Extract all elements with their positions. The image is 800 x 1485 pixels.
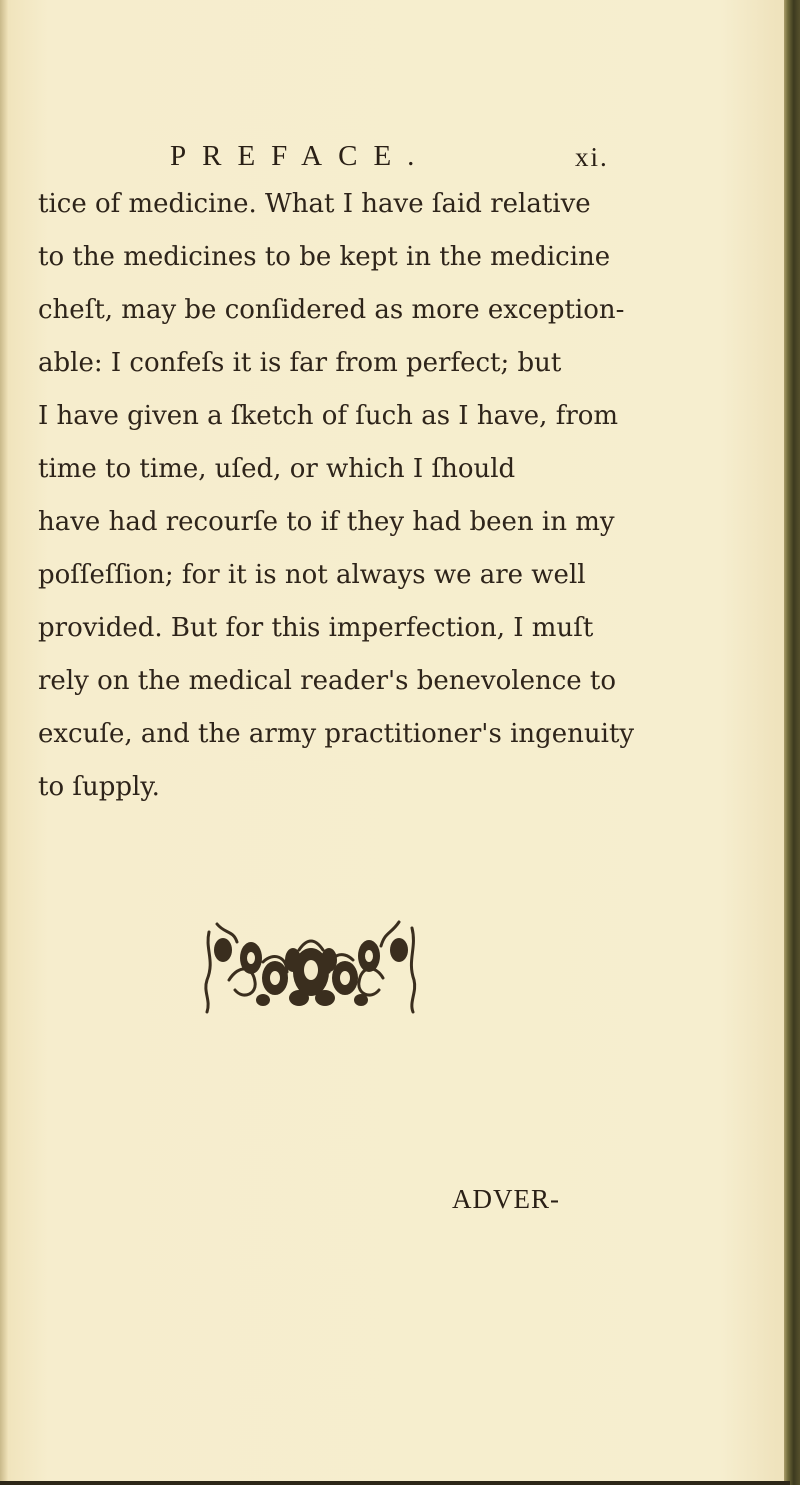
text-line: have had recourſe to if they had been in my [38, 507, 615, 537]
page-number: xi. [575, 142, 609, 172]
text-line: to the medicines to be kept in the medicine [38, 242, 611, 272]
text-line: to ſupply. [38, 772, 160, 802]
text-line: excuſe, and the army practitioner's ingenuity [38, 719, 635, 749]
text-line: time to time, uſed, or which I ſhould [38, 454, 516, 484]
page-header [0, 130, 800, 170]
text-line: tice of medicine. What I have ſaid relative [38, 189, 591, 219]
page-left-edge [0, 0, 8, 1485]
text-line: provided. But for this imperfection, I muſt [38, 613, 594, 643]
text-line: rely on the medical reader's benevolence to [38, 666, 617, 696]
text-line: cheſt, may be conſidered as more exception- [38, 295, 625, 325]
text-line: I have given a ſketch of ſuch as I have, from [38, 401, 619, 431]
text-line: able: I confeſs it is far from perfect; but [38, 348, 562, 378]
floral-tailpiece-ornament-icon [203, 920, 418, 1015]
body-text [38, 178, 638, 814]
text-line: poſſeſſion; for it is not always we are well [38, 560, 586, 590]
running-head: PREFACE. [170, 140, 431, 172]
page-bottom-edge [0, 1481, 790, 1485]
catchword: ADVER- [452, 1184, 560, 1214]
book-spine-edge [784, 0, 800, 1485]
